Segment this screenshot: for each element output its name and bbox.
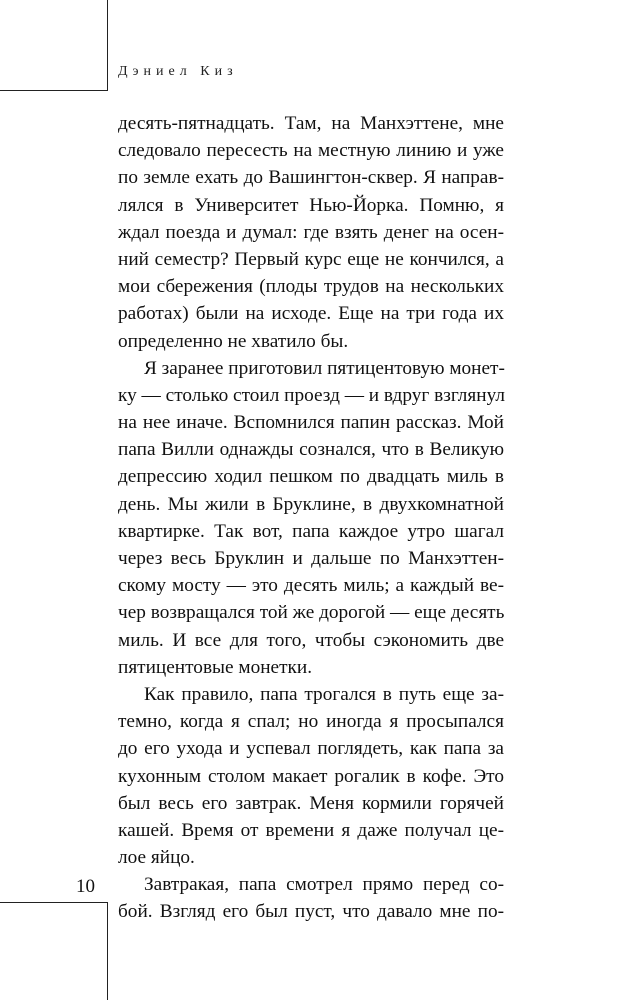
text-line: работах) были на исходе. Еще на три года их: [118, 303, 504, 325]
text-line: миль. И все для того, чтобы сэкономить две: [118, 629, 504, 651]
body-text: [118, 110, 504, 926]
text-line: темно, когда я спал; но иногда я просыпался: [118, 711, 504, 733]
text-line: Завтракая, папа смотрел прямо перед со-: [144, 874, 504, 896]
top-horizontal-rule: [0, 90, 108, 91]
text-line: на нее иначе. Вспомнился папин рассказ. Мой: [118, 412, 504, 434]
page-number: 10: [76, 876, 95, 897]
text-line: мои сбережения (плоды трудов на нескольких: [118, 276, 504, 298]
text-line: кухонным столом макает рогалик в кофе. Это: [118, 765, 504, 787]
text-line: лялся в Университет Нью-Йорка. Помню, я: [118, 194, 504, 216]
text-line: папа Вилли однажды сознался, что в Великую: [118, 439, 504, 461]
text-line: десять-пятнадцать. Там, на Манхэттене, мне: [118, 113, 504, 134]
text-line: бой. Взгляд его был пуст, что давало мне по-: [118, 901, 504, 923]
running-head-author: Дэниел Киз: [118, 64, 238, 79]
text-line: пятицентовые монетки.: [118, 656, 313, 678]
text-line: ку — столько стоил проезд — и вдруг взглянул: [118, 384, 505, 406]
bottom-vertical-rule: [107, 902, 108, 1000]
text-line: ждал поезда и думал: где взять денег на осен-: [118, 221, 504, 243]
text-line: до его ухода и успевал поглядеть, как папа за: [118, 738, 504, 760]
text-line: Как правило, папа трогался в путь еще за-: [144, 683, 504, 705]
text-line: депрессию ходил пешком по двадцать миль в: [118, 466, 504, 488]
text-line: ний семестр? Первый курс еще не кончился, а: [118, 248, 504, 270]
text-line: чер возвращался той же дорогой — еще десять: [118, 602, 505, 624]
text-line: определенно не хватило бы.: [118, 330, 349, 352]
text-line: был весь его завтрак. Меня кормили горячей: [118, 792, 504, 814]
text-line: скому мосту — это десять миль; а каждый ве-: [118, 575, 504, 597]
text-line: день. Мы жили в Бруклине, в двухкомнатной: [118, 493, 504, 515]
bottom-horizontal-rule: [0, 902, 108, 903]
text-line: Я заранее приготовил пятицентовую монет-: [144, 357, 505, 379]
text-line: по земле ехать до Вашингтон-сквер. Я направ-: [118, 167, 504, 189]
text-line: кашей. Время от времени я даже получал це-: [118, 819, 504, 841]
text-line: через весь Бруклин и дальше по Манхэттен-: [118, 548, 504, 569]
top-vertical-rule: [107, 0, 108, 91]
text-line: квартирке. Так вот, папа каждое утро шагал: [118, 520, 504, 542]
text-line: лое яйцо.: [118, 847, 195, 869]
text-line: следовало пересесть на местную линию и уже: [118, 140, 504, 162]
